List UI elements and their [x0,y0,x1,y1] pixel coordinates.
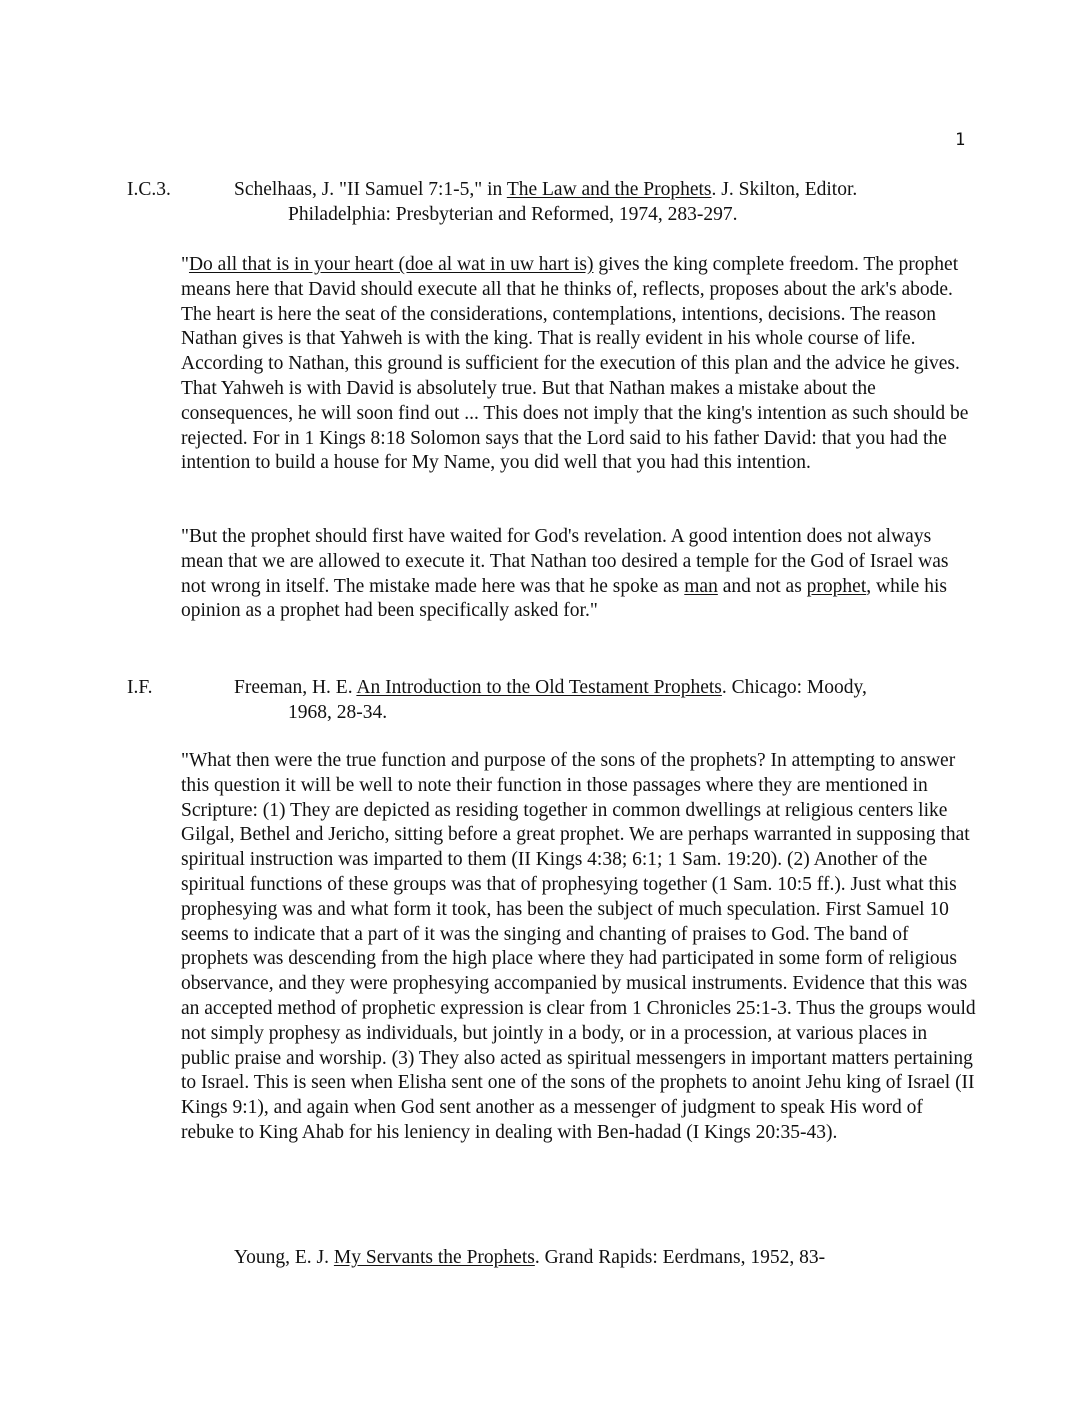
citation-book-title: The Law and the Prophets [506,179,712,200]
citation-publisher-line: Philadelphia: Presbyterian and Reformed, 1974, 283-297. [288,203,738,225]
citation-schelhaas [234,178,857,228]
entry-label-ic3: I.C.3. [127,179,171,200]
paragraph-text: , while his opinion as a prophet had been specifically asked for." [181,575,947,622]
citation-freeman [234,676,867,726]
citation-author: Young, E. J. [234,1247,334,1268]
citation-publisher: . Chicago: Moody, [721,677,867,698]
citation-author: Freeman, H. E. [234,677,357,698]
underlined-word-prophet: prophet [806,575,867,597]
quote-paragraph: "What then were the true function and purpose of the sons of the prophets? In attempting to answer this question it will be well to note their function in those passages where they are mentioned in Scripture: (1) They are depicted as residing together in common dwellings at religious centers like Gilgal, Bethel and Jericho, sitting before a great prophet. We are perhaps warranted in supposing that spiritual instruction was imparted to them (II Kings 4:38; 6:1; 1 Sam. 19:20). (2) Another of the spiritual functions of these groups was that of prophesying together (1 Sam. 10:5 ff.). Just what this prophesying was and what form it took, has been the subject of much speculation. First Samuel 10 seems to indicate that a part of it was the singing and chanting of praises to God. The band of prophets was descending from the high place where they had participated in some form of religious observance, and they were prophesying accompanied by musical instruments. Evidence that this was an accepted method of prophetic expression is clear from 1 Chronicles 25:1-3. Thus the groups would not simply prophesy as individuals, but jointly in a body, or in a procession, at various places in public praise and worship. (3) They also acted as spiritual messengers in important matters pertaining to Israel. This is seen when Elisha sent one of the sons of the prophets to anoint Jehu king of Israel (II Kings 9:1), and again when God sent another as a messenger of judgment to speak His word of rebuke to King Ahab for his leniency in dealing with Ben-hadad (I Kings 20:35-43). [181,750,976,1143]
page-number: 1 [955,130,966,150]
quote-paragraph [181,525,976,624]
underlined-phrase: Do all that is in your heart (doe al wat in uw hart is) [188,254,594,275]
entry-label-if: I.F. [127,677,153,698]
citation-young [234,1246,825,1271]
underlined-word-man: man [684,575,718,597]
citation-author: Schelhaas, J. "II Samuel 7:1-5," in [234,179,507,200]
citation-editor: . J. Skilton, Editor. [711,179,858,200]
paragraph-text: gives the king complete freedom. The prophet means here that David should execute all that he thinks of, reflects, proposes about the ark's abode. The heart is here the seat of the considerations, contemplations, intentions, decisions. The reason Nathan gives is that Yahweh is with the king. That is really evident in his whole course of life. According to Nathan, this ground is sufficient for the execution of this plan and the advice he gives. That Yahweh is with David is absolutely true. But that Nathan makes a mistake about the consequences, he will soon find out ... This does not imply that the king's intention as such should be rejected. For in 1 Kings 8:18 Solomon says that the Lord said to his father David: that you had the intention to build a house for My Name, you did well that you had this intention. [181,254,969,474]
open-quote: " [181,254,189,275]
citation-year-pages: 1968, 28-34. [288,701,388,723]
paragraph-text: and not as [717,575,807,597]
citation-book-title: An Introduction to the Old Testament Prophets [356,677,722,698]
quote-paragraph [181,253,976,476]
citation-book-title: My Servants the Prophets [333,1247,535,1268]
paragraph-text: "But the prophet should first have waited for God's revelation. A good intention does not always mean that we are allowed to execute it. That Nathan too desired a temple for the God of Israel was not wrong in itself. The mistake made here was that he spoke as [181,526,949,597]
citation-publisher: . Grand Rapids: Eerdmans, 1952, 83- [534,1247,826,1268]
